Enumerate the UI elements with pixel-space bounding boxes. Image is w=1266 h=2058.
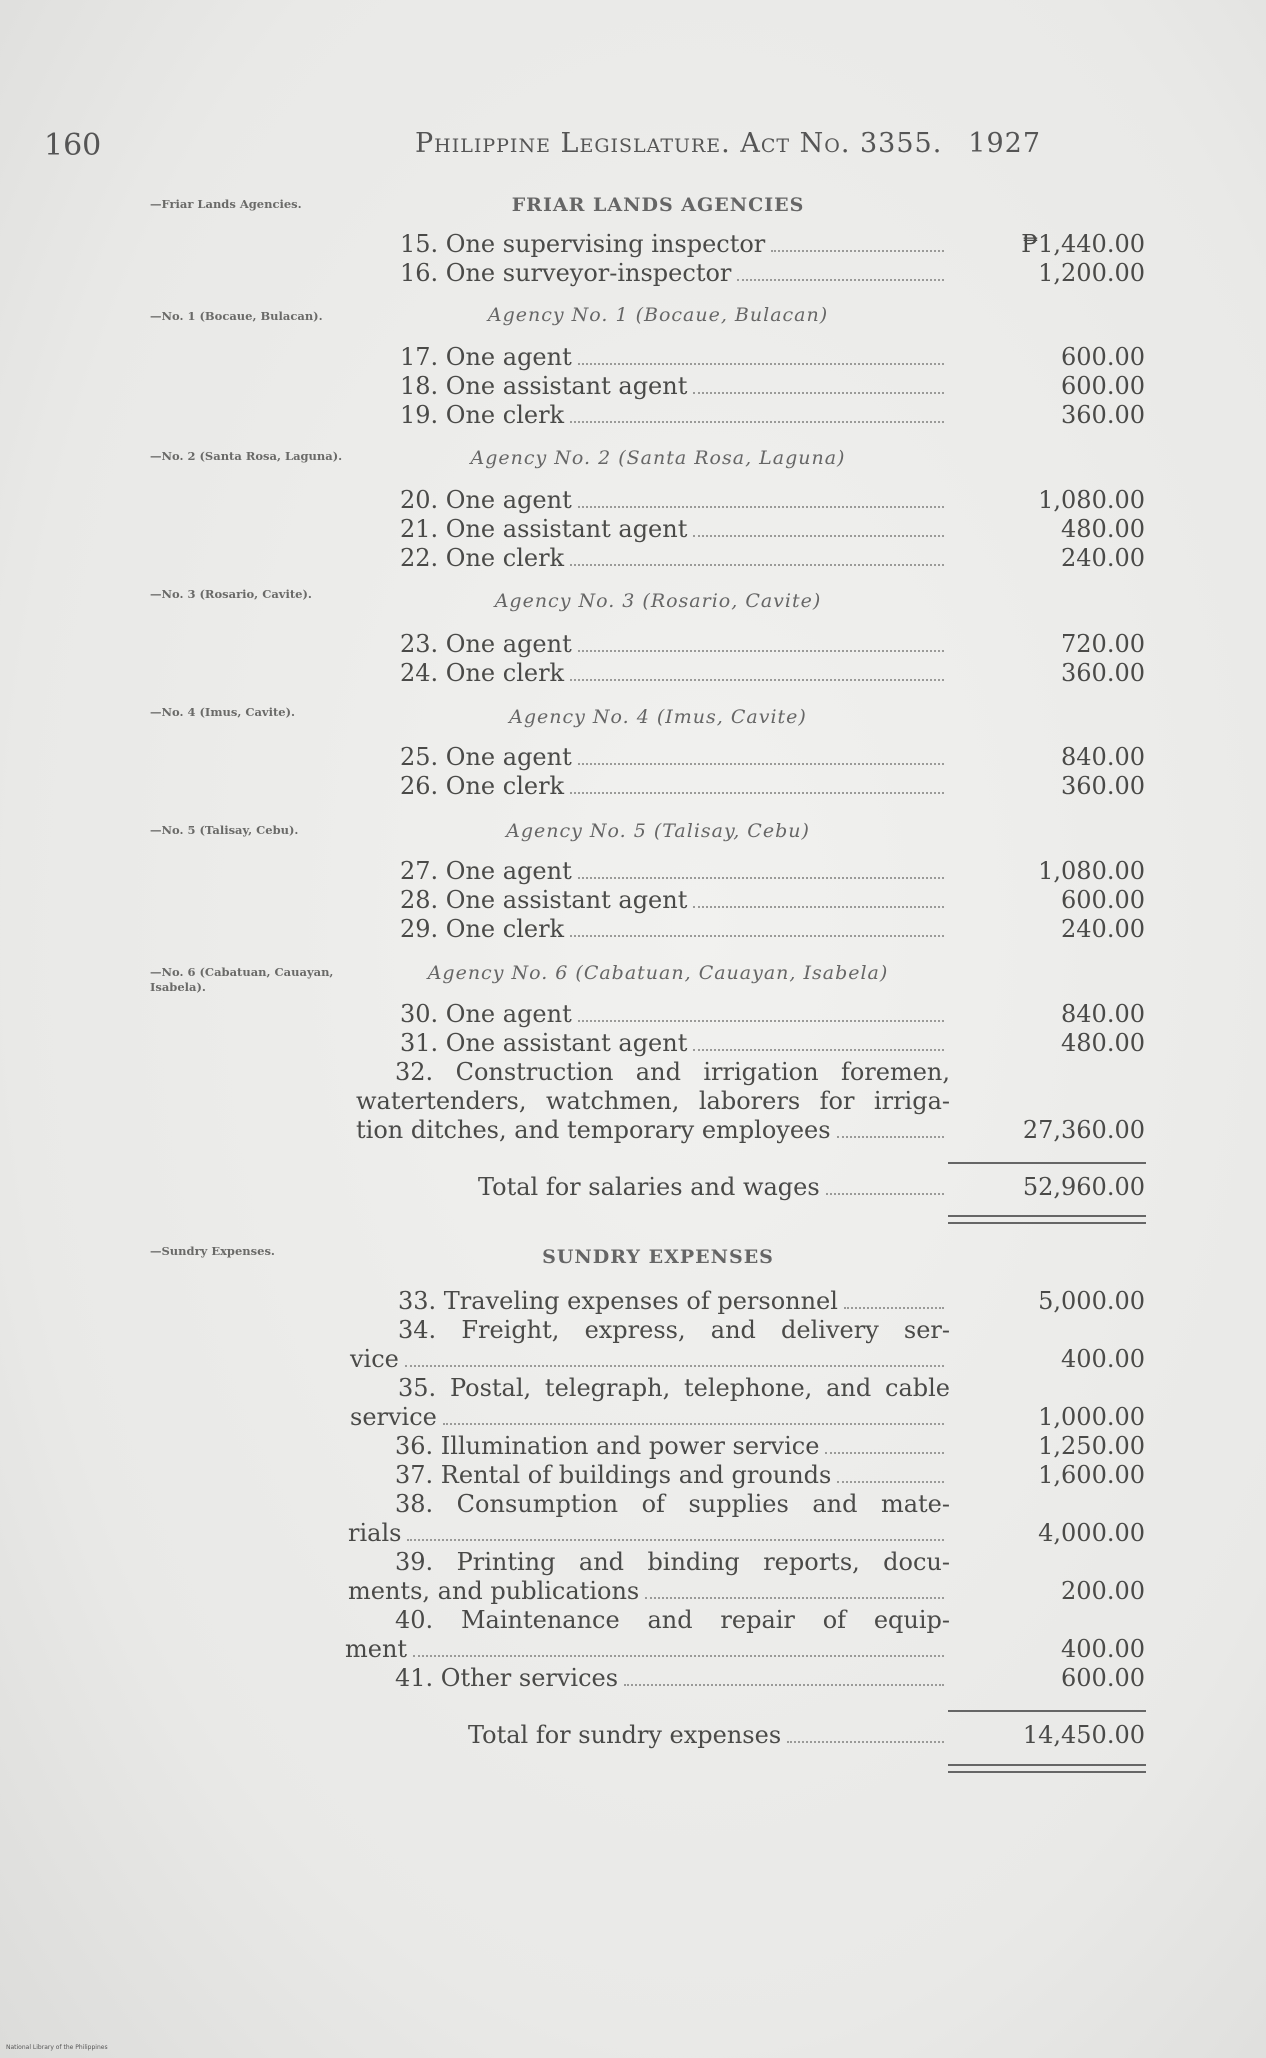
section-heading-agency4: Agency No. 4 (Imus, Cavite): [509, 706, 807, 728]
amount-28: 600.00: [1061, 886, 1145, 914]
amount-30: 840.00: [1061, 1000, 1145, 1028]
amount-40: 400.00: [1061, 1635, 1145, 1663]
amount-27: 1,080.00: [1038, 857, 1145, 885]
margin-note-friar: —Friar Lands Agencies.: [150, 197, 302, 211]
line-item-25: 25. One agent: [400, 743, 950, 772]
amount-25: 840.00: [1061, 743, 1145, 771]
line-item-26: 26. One clerk: [400, 772, 950, 801]
line-item-39-first: 39. Printing and binding reports, docu-: [395, 1548, 950, 1576]
margin-note-agency2: —No. 2 (Santa Rosa, Laguna).: [150, 449, 343, 463]
total-sundry-line: Total for sundry expenses: [468, 1721, 950, 1750]
amount-38: 4,000.00: [1038, 1519, 1145, 1547]
line-item-34-first: 34. Freight, express, and delivery ser-: [398, 1316, 950, 1344]
total-salaries-line: Total for salaries and wages: [478, 1173, 950, 1202]
line-item-41: 41. Other services: [395, 1664, 950, 1693]
subtotal-rule: [948, 1162, 1146, 1164]
section-heading-sundry: SUNDRY EXPENSES: [542, 1246, 774, 1268]
line-item-18: 18. One assistant agent: [400, 372, 950, 401]
line-item-36: 36. Illumination and power service: [395, 1432, 950, 1461]
line-item-32-second: watertenders, watchmen, laborers for irriga-: [356, 1087, 950, 1115]
line-item-27: 27. One agent: [400, 857, 950, 886]
amount-18: 600.00: [1061, 372, 1145, 400]
amount-15: ₱1,440.00: [1021, 230, 1145, 258]
margin-note-agency1: —No. 1 (Bocaue, Bulacan).: [150, 309, 323, 323]
line-item-39-last: ments, and publications: [348, 1577, 950, 1606]
running-head-year: 1927: [968, 128, 1042, 159]
amount-24: 360.00: [1061, 659, 1145, 687]
line-item-15: 15. One supervising inspector: [400, 230, 950, 259]
margin-note-agency4: —No. 4 (Imus, Cavite).: [150, 705, 296, 719]
section-heading-agency6: Agency No. 6 (Cabatuan, Cauayan, Isabela): [427, 962, 889, 984]
line-item-21: 21. One assistant agent: [400, 515, 950, 544]
line-item-38-last: rials: [348, 1519, 950, 1548]
line-item-32-last: tion ditches, and temporary employees: [356, 1116, 950, 1145]
margin-note-sundry: —Sundry Expenses.: [150, 1244, 275, 1258]
margin-note-agency3: —No. 3 (Rosario, Cavite).: [150, 587, 312, 601]
line-item-23: 23. One agent: [400, 630, 950, 659]
line-item-17: 17. One agent: [400, 343, 950, 372]
section-heading-agency1: Agency No. 1 (Bocaue, Bulacan): [487, 304, 829, 326]
section-heading-friar: FRIAR LANDS AGENCIES: [511, 194, 805, 216]
running-head: [415, 128, 1041, 159]
amount-29: 240.00: [1061, 915, 1145, 943]
section-heading-agency2: Agency No. 2 (Santa Rosa, Laguna): [470, 447, 846, 469]
amount-31: 480.00: [1061, 1029, 1145, 1057]
line-item-30: 30. One agent: [400, 1000, 950, 1029]
line-item-28: 28. One assistant agent: [400, 886, 950, 915]
line-item-35-first: 35. Postal, telegraph, telephone, and cable: [398, 1374, 950, 1402]
sundry-double-rule: [948, 1764, 1146, 1773]
amount-26: 360.00: [1061, 772, 1145, 800]
amount-20: 1,080.00: [1038, 486, 1145, 514]
amount-19: 360.00: [1061, 401, 1145, 429]
amount-17: 600.00: [1061, 343, 1145, 371]
total-sundry-amount: 14,450.00: [1022, 1721, 1145, 1749]
amount-33: 5,000.00: [1038, 1287, 1145, 1315]
total-salaries-amount: 52,960.00: [1022, 1173, 1145, 1201]
section-heading-agency3: Agency No. 3 (Rosario, Cavite): [494, 590, 822, 612]
sundry-subtotal-rule: [948, 1710, 1146, 1712]
section-heading-agency5: Agency No. 5 (Talisay, Cebu): [506, 820, 810, 842]
line-item-19: 19. One clerk: [400, 401, 950, 430]
amount-37: 1,600.00: [1038, 1461, 1145, 1489]
scan-footer-tag: National Library of the Philippines: [6, 2044, 108, 2051]
line-item-33: 33. Traveling expenses of personnel: [398, 1287, 950, 1316]
total-double-rule: [948, 1215, 1146, 1224]
line-item-16: 16. One surveyor-inspector: [400, 259, 950, 288]
amount-35: 1,000.00: [1038, 1403, 1145, 1431]
amount-32: 27,360.00: [1022, 1116, 1145, 1144]
line-item-40-last: ment: [345, 1635, 950, 1664]
margin-note-agency6: —No. 6 (Cabatuan, Cauayan, Isabela).: [150, 965, 334, 994]
line-item-32-first: 32. Construction and irrigation foremen,: [395, 1058, 950, 1086]
line-item-24: 24. One clerk: [400, 659, 950, 688]
page-number: 160: [44, 128, 102, 163]
amount-36: 1,250.00: [1038, 1432, 1145, 1460]
line-item-20: 20. One agent: [400, 486, 950, 515]
line-item-22: 22. One clerk: [400, 544, 950, 573]
amount-39: 200.00: [1061, 1577, 1145, 1605]
line-item-37: 37. Rental of buildings and grounds: [395, 1461, 950, 1490]
line-item-40-first: 40. Maintenance and repair of equip-: [395, 1606, 950, 1634]
amount-21: 480.00: [1061, 515, 1145, 543]
amount-34: 400.00: [1061, 1345, 1145, 1373]
line-item-35-last: service: [350, 1403, 950, 1432]
amount-22: 240.00: [1061, 544, 1145, 572]
line-item-38-first: 38. Consumption of supplies and mate-: [395, 1490, 950, 1518]
line-item-31: 31. One assistant agent: [400, 1029, 950, 1058]
amount-23: 720.00: [1061, 630, 1145, 658]
line-item-34-last: vice: [350, 1345, 950, 1374]
line-item-29: 29. One clerk: [400, 915, 950, 944]
margin-note-agency5: —No. 5 (Talisay, Cebu).: [150, 823, 299, 837]
amount-41: 600.00: [1061, 1664, 1145, 1692]
running-head-title: Philippine Legislature. Act No. 3355.: [415, 128, 943, 159]
amount-16: 1,200.00: [1038, 259, 1145, 287]
